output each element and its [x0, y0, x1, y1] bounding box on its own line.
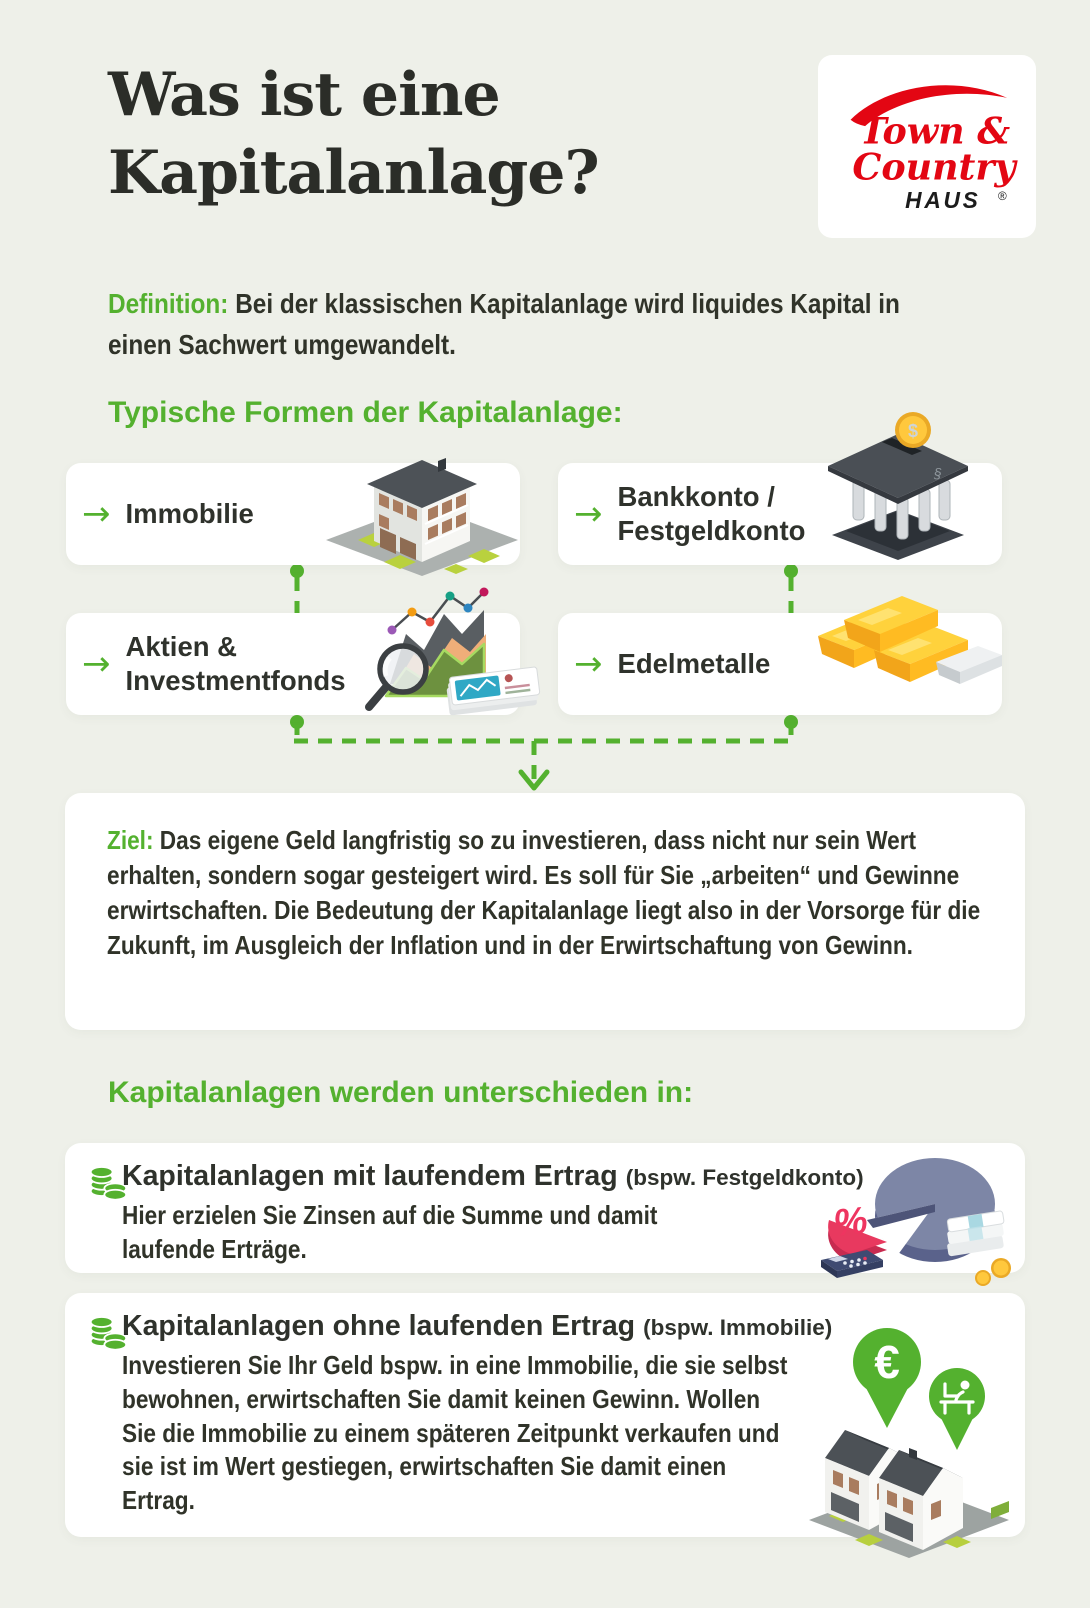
category-title-sub: (bspw. Immobilie) — [643, 1315, 833, 1340]
apartment-building-illustration — [318, 436, 525, 578]
category-body: Hier erzielen Sie Zinsen auf die Summe und damit laufende Erträge. — [122, 1200, 658, 1264]
svg-text:Town &: Town & — [859, 108, 1011, 152]
paragraph-symbol: § — [934, 465, 942, 481]
ziel-body: Das eigene Geld langfristig so zu investieren, dass nicht nur sein Wert erhalten, sondern sogar gesteigert wird. Es soll für Sie „arbeiten“ und Gewinne erwirtschaften. Die Bedeutung der Kapitalanlage liegt also in der Vorsorge für die Zukunft, im Ausgleich der Inflation und in der Erwirtschaftung von Gewinn. — [107, 825, 981, 961]
arrow-right-icon: → — [574, 494, 603, 534]
ziel-text — [107, 823, 994, 963]
pie-chart-money-illustration — [795, 1132, 1030, 1292]
title-line-2: Kapitalanlage? — [108, 138, 599, 208]
forms-heading: Typische Formen der Kapitalanlage: — [108, 396, 623, 429]
categories-heading: Kapitalanlagen werden unterschieden in: — [108, 1076, 694, 1109]
home-office-location-pin-icon — [929, 1368, 985, 1450]
calculator-icon — [821, 1250, 883, 1278]
category-body: Investieren Sie Ihr Geld bspw. in eine Immobilie, die sie selbst bewohnen, erwirtschaften Sie damit keinen Gewinn. Wollen Sie die Immobilie zu einem späteren Zeitpunkt verkaufen und sie ist im Wert gestiegen, erwirtschaften Sie damit einen Ertrag. — [122, 1350, 788, 1516]
arrow-right-icon: → — [574, 644, 603, 684]
house-location-pins-illustration — [795, 1300, 1023, 1562]
form-label-immobilie: Immobilie — [125, 498, 254, 530]
ziel-label: Ziel: — [107, 825, 154, 855]
arrow-right-icon: → — [82, 494, 111, 534]
definition-body: Bei der klassischen Kapitalanlage wird liquides Kapital in einen Sachwert umgewandelt. — [108, 288, 900, 360]
precious-metals-illustration — [812, 584, 1014, 694]
ziel-card — [65, 793, 1025, 1030]
euro-location-pin-icon — [853, 1328, 921, 1428]
form-label-edelmetalle: Edelmetalle — [617, 648, 771, 680]
category-title — [122, 1160, 864, 1193]
house-unit-right — [879, 1448, 963, 1550]
magnifier-icon — [369, 646, 426, 707]
registered-mark: ® — [997, 188, 1007, 203]
dollar-coin-symbol: $ — [907, 421, 919, 441]
stock-chart-illustration — [356, 570, 542, 732]
category-title-main: Kapitalanlagen ohne laufenden Ertrag — [122, 1310, 636, 1342]
euro-symbol: € — [874, 1336, 900, 1388]
form-label-aktien: Aktien & Investmentfonds — [125, 631, 346, 696]
definition-label: Definition: — [108, 288, 229, 319]
arrow-right-icon: → — [82, 644, 111, 684]
percent-symbol: % — [831, 1199, 870, 1245]
form-label-bankkonto: Bankkonto / Festgeldkonto — [617, 481, 806, 546]
category-title — [122, 1310, 832, 1343]
category-title-sub: (bspw. Festgeldkonto) — [625, 1165, 864, 1190]
category-title-main: Kapitalanlagen mit laufendem Ertrag — [122, 1160, 618, 1192]
svg-text:Country: Country — [852, 145, 1016, 189]
bank-savings-illustration — [820, 410, 976, 562]
title-line-1: Was ist eine — [108, 60, 500, 130]
svg-text:HAUS: HAUS — [905, 186, 981, 213]
